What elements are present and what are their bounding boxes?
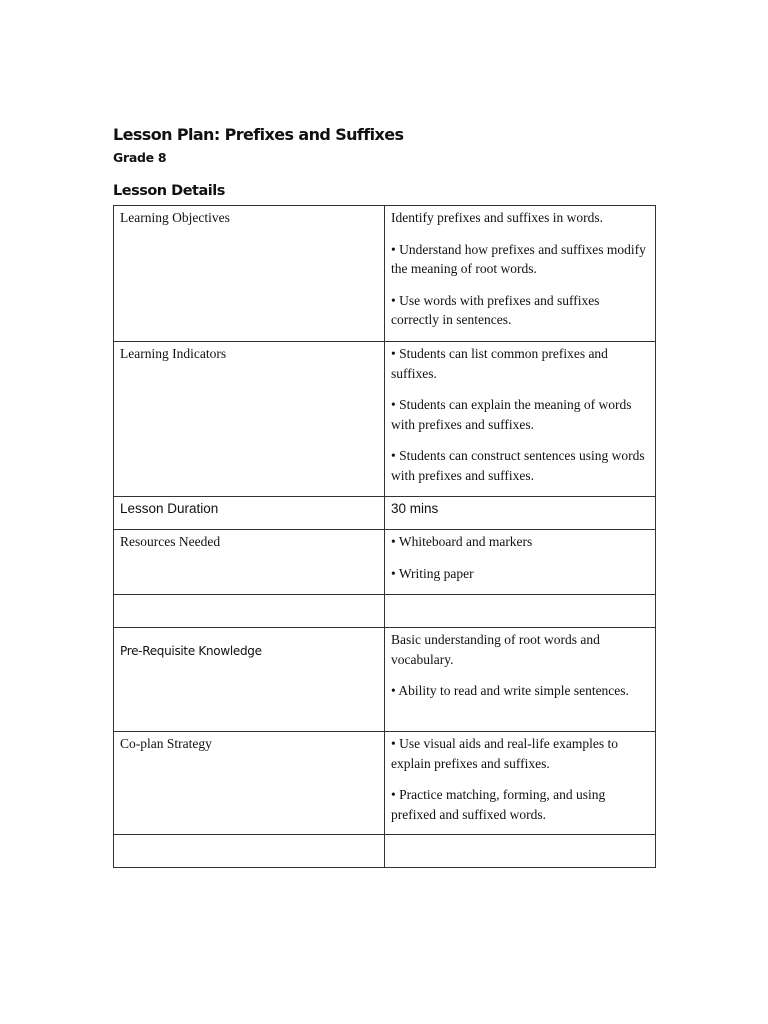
row-label-cell <box>114 835 385 868</box>
row-item: • Practice matching, forming, and using prefixed and suffixed words. <box>391 787 606 822</box>
row-item: • Ability to read and write simple sentences. <box>391 683 629 698</box>
row-label: Learning Indicators <box>120 346 227 361</box>
row-item: • Whiteboard and markers <box>391 534 533 549</box>
row-label: Pre-Requisite Knowledge <box>120 644 262 658</box>
row-label: Lesson Duration <box>120 501 219 516</box>
table-row-resources-needed <box>114 530 656 595</box>
grade-label: Grade 8 <box>113 150 167 165</box>
row-item: • Use visual aids and real-life examples to explain prefixes and suffixes. <box>391 736 619 771</box>
row-label-cell <box>114 595 385 628</box>
table-row-empty <box>114 595 656 628</box>
row-label: Co-plan Strategy <box>120 736 212 751</box>
table-row-empty <box>114 835 656 868</box>
row-value-cell <box>385 732 656 835</box>
row-label-cell <box>114 342 385 497</box>
row-label-cell <box>114 497 385 530</box>
row-item: • Students can explain the meaning of words with prefixes and suffixes. <box>391 397 632 432</box>
table-row-pre-requisite-knowledge <box>114 628 656 732</box>
row-value-cell <box>385 595 656 628</box>
row-item: • Use words with prefixes and suffixes correctly in sentences. <box>391 292 600 327</box>
row-value-cell <box>385 628 656 732</box>
table-row-learning-objectives <box>114 206 656 342</box>
row-item: Basic understanding of root words and vocabulary. <box>391 632 600 667</box>
row-item: Identify prefixes and suffixes in words. <box>391 210 603 225</box>
row-label-cell <box>114 530 385 595</box>
row-item: • Writing paper <box>391 565 474 581</box>
row-value-cell <box>385 835 656 868</box>
row-value-cell <box>385 342 656 497</box>
row-label-cell <box>114 732 385 835</box>
row-item: • Students can construct sentences using words with prefixes and suffixes. <box>391 448 645 483</box>
row-value-cell <box>385 206 656 342</box>
row-label: Resources Needed <box>120 534 221 549</box>
row-item: 30 mins <box>391 501 439 516</box>
row-value-cell <box>385 497 656 530</box>
row-label-cell <box>114 206 385 342</box>
table-row-lesson-duration <box>114 497 656 530</box>
table-row-co-plan-strategy <box>114 732 656 835</box>
row-label-cell <box>114 628 385 732</box>
row-item: • Students can list common prefixes and suffixes. <box>391 346 608 381</box>
document-title: Lesson Plan: Prefixes and Suffixes <box>113 125 404 144</box>
table-row-learning-indicators <box>114 342 656 497</box>
row-label: Learning Objectives <box>120 210 230 225</box>
row-value-cell <box>385 530 656 595</box>
section-heading-lesson-details: Lesson Details <box>113 183 225 199</box>
row-item: • Understand how prefixes and suffixes modify the meaning of root words. <box>391 241 646 276</box>
lesson-details-table <box>113 205 656 868</box>
